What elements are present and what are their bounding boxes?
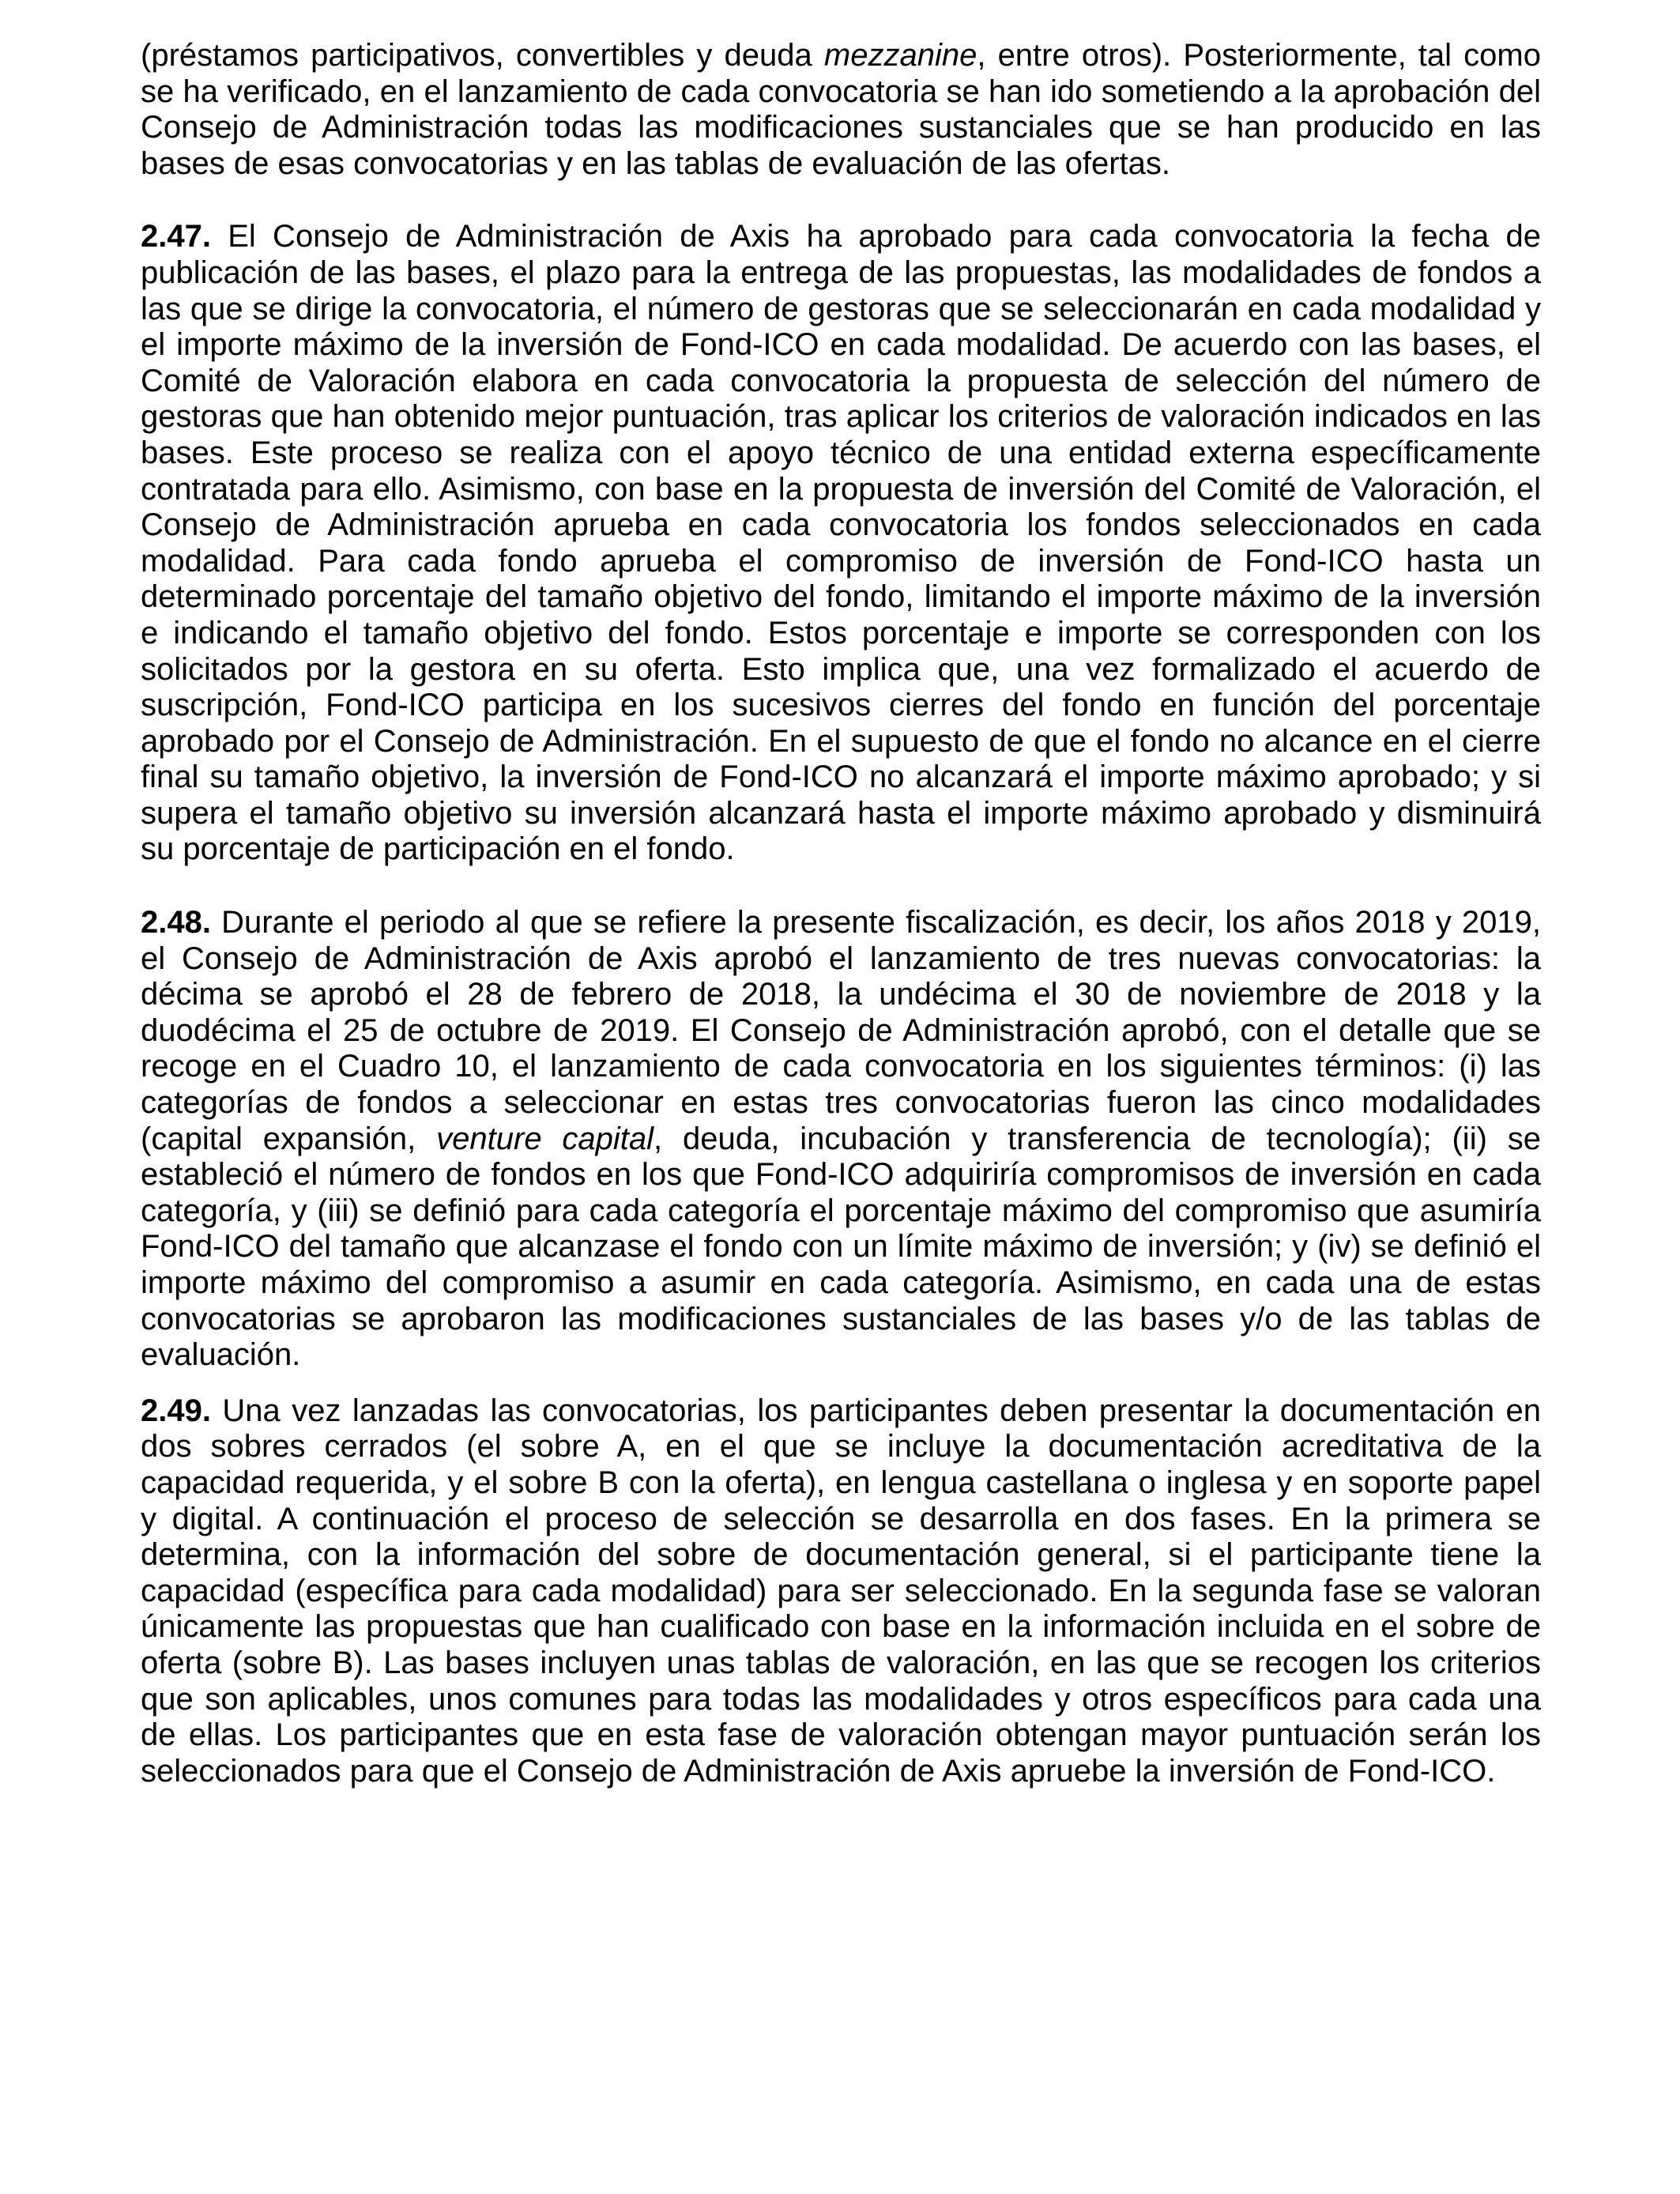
paragraph-italic-term: venture capital <box>436 1121 654 1156</box>
paragraph-text: (préstamos participativos, convertibles y deuda <box>141 38 824 73</box>
paragraph-number: 2.49. <box>141 1393 211 1428</box>
paragraph-number: 2.47. <box>141 219 211 254</box>
paragraph-text: El Consejo de Administración de Axis ha aprobado para cada convocatoria la fecha de publicación de las bases, el plazo para la entrega de las propuestas, las modalidades de fondos a las que se dirige la convocatoria, el número de gestoras que se seleccionarán en cada modalidad y el importe máximo de la inversión de Fond-ICO en cada modalidad. De acuerdo con las bases, el Comité de Valoración elabora en cada convocatoria la propuesta de selección del número de gestoras que han obtenido mejor puntuación, tras aplicar los criterios de valoración indicados en las bases. Este proceso se realiza con el apoyo técnico de una entidad externa específicamente contratada para ello. Asimismo, con base en la propuesta de inversión del Comité de Valoración, el Consejo de Administración aprueba en cada convocatoria los fondos seleccionados en cada modalidad. Para cada fondo aprueba el compromiso de inversión de Fond-ICO hasta un determinado porcentaje del tamaño objetivo del fondo, limitando el importe máximo de la inversión e indicando el tamaño objetivo del fondo. Estos porcentaje e importe se corresponden con los solicitados por la gestora en su oferta. Esto implica que, una vez formalizado el acuerdo de suscripción, Fond-ICO participa en los sucesivos cierres del fondo en función del porcentaje aprobado por el Consejo de Administración. En el supuesto de que el fondo no alcance en el cierre final su tamaño objetivo, la inversión de Fond-ICO no alcanzará el importe máximo aprobado; y si supera el tamaño objetivo su inversión alcanzará hasta el importe máximo aprobado y disminuirá su porcentaje de participación en el fondo. <box>141 219 1541 867</box>
paragraph-text: Durante el periodo al que se refiere la presente fiscalización, es decir, los años 2018 y 2019, el Consejo de Administración de Axis aprobó el lanzamiento de tres nuevas convocatorias: la décima se aprobó el 28 de febrero de 2018, la undécima el 30 de noviembre de 2018 y la duodécima el 25 de octubre de 2019. El Consejo de Administración aprobó, con el detalle que se recoge en el Cuadro 10, el lanzamiento de cada convocatoria en los siguientes términos: (i) las categorías de fondos a seleccionar en estas tres convocatorias fueron las cinco modalidades (capital expansión, <box>141 905 1541 1156</box>
paragraph-number: 2.48. <box>141 905 211 941</box>
paragraph-text: , deuda, incubación y transferencia de tecnología); (ii) se estableció el número de fondos en los que Fond-ICO adquiriría compromisos de inversión en cada categoría, y (iii) se definió para cada categoría el porcentaje máximo del compromiso que asumiría Fond-ICO del tamaño que alcanzase el fondo con un límite máximo de inversión; y (iv) se definió el importe máximo del compromiso a asumir en cada categoría. Asimismo, en cada una de estas convocatorias se aprobaron las modificaciones sustanciales de las bases y/o de las tablas de evaluación. <box>141 1121 1541 1373</box>
document-page <box>141 38 1541 1789</box>
paragraph-text: , entre otros). Posteriormente, tal como se ha verificado, en el lanzamiento de cada convocatoria se han ido sometiendo a la aprobación del Consejo de Administración todas las modificaciones sustanciales que se han producido en las bases de esas convocatorias y en las tablas de evaluación de las ofertas. <box>141 38 1541 181</box>
paragraph-2-49 <box>141 1393 1541 1790</box>
paragraph-text: Una vez lanzadas las convocatorias, los participantes deben presentar la documentación en dos sobres cerrados (el sobre A, en el que se incluye la documentación acreditativa de la capacidad requerida, y el sobre B con la oferta), en lengua castellana o inglesa y en soporte papel y digital. A continuación el proceso de selección se desarrolla en dos fases. En la primera se determina, con la información del sobre de documentación general, si el participante tiene la capacidad (específica para cada modalidad) para ser seleccionado. En la segunda fase se valoran únicamente las propuestas que han cualificado con base en la información incluida en el sobre de oferta (sobre B). Las bases incluyen unas tablas de valoración, en las que se recogen los criterios que son aplicables, unos comunes para todas las modalidades y otros específicos para cada una de ellas. Los participantes que en esta fase de valoración obtengan mayor puntuación serán los seleccionados para que el Consejo de Administración de Axis apruebe la inversión de Fond-ICO. <box>141 1393 1541 1789</box>
paragraph-2-47 <box>141 219 1541 868</box>
paragraph-continuation <box>141 38 1541 182</box>
paragraph-italic-term: mezzanine <box>823 38 977 73</box>
paragraph-2-48 <box>141 905 1541 1374</box>
